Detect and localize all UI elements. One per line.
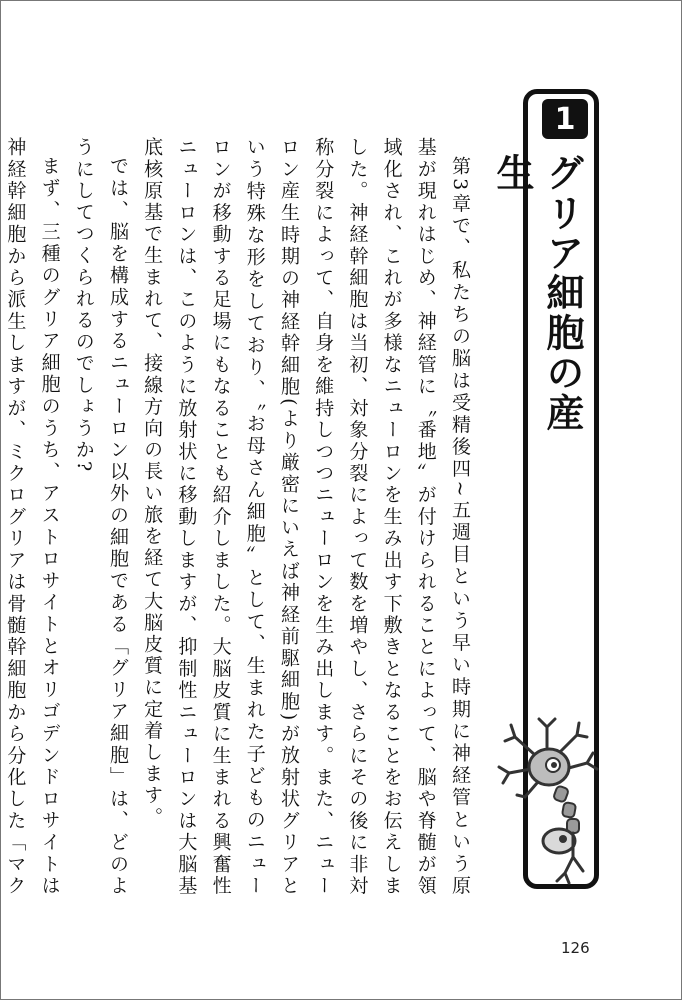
- page-number: 126: [561, 939, 590, 957]
- paragraph-1: 第3章で、私たちの脳は受精後四~五週目という早い時期に神経管という原基が現れはじめ、神経管に〝番地〟が付けられることによって、脳や脊髄が領域化され、これが多様なニューロンを生み出す下敷きとなることをお伝えしました。神経幹細胞は当初、対象分裂によって数を増やし、さらにその後に非対称分裂によって、自身を維持しつつニューロンを生み出します。また、ニューロン産生時期の神経幹細胞(より厳密にいえば神経前駆細胞)が放射状グリアという特殊な形をしており、〝お母さん細胞〟として、生まれた子どものニューロンが移動する足場にもなることも紹介しました。大脳皮質に生まれる興奮性ニューロンは、このように放射状に移動しますが、抑制性ニューロンは大脳基底核原基で生まれて、接線方向の長い旅を経て大脳皮質に定着します。: [141, 137, 471, 897]
- chapter-number: 1: [542, 99, 588, 139]
- chapter-title: グリア細胞の産生: [490, 153, 584, 433]
- paragraph-2: では、脳を構成するニューロン以外の細胞である「グリア細胞」は、どのようにしてつくられるのでしょうか?: [72, 137, 129, 897]
- body-text: [4, 137, 477, 897]
- neuron-icon: [495, 717, 603, 887]
- paragraph-3: まず、三種のグリア細胞のうち、アストロサイトとオリゴデンドロサイトは神経幹細胞から派生しますが、ミクログリアは骨髄幹細胞から分化した「マク: [4, 137, 61, 897]
